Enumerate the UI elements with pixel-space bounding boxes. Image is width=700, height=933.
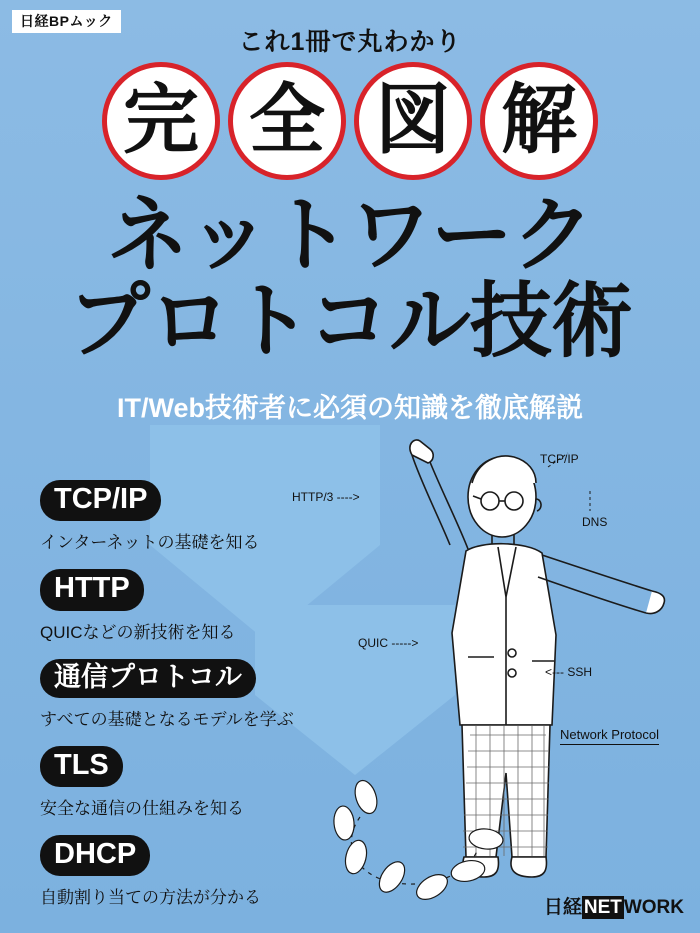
annotation-http3: HTTP/3 ----> xyxy=(292,490,360,504)
list-item xyxy=(40,835,330,908)
topic-badge-tls: TLS xyxy=(40,746,123,787)
topic-badge-tcpip: TCP/IP xyxy=(40,480,161,521)
list-item xyxy=(40,659,330,730)
page-title xyxy=(0,190,700,367)
topic-desc-tls: 安全な通信の仕組みを知る xyxy=(40,799,244,819)
topic-desc-http: QUICなどの新技術を知る xyxy=(40,622,236,642)
annotation-quic: QUIC -----> xyxy=(358,636,419,650)
cover-subtitle: IT/Web技術者に必須の知識を徹底解説 xyxy=(117,393,583,423)
publisher-tag: 日経BPムック xyxy=(12,10,121,33)
list-item xyxy=(40,480,330,553)
kanji-circle-1: 完 xyxy=(102,62,220,180)
kanji-circle-3: 図 xyxy=(354,62,472,180)
brand-logo xyxy=(544,892,684,919)
topic-badge-dhcp: DHCP xyxy=(40,835,150,876)
list-item xyxy=(40,569,330,642)
kanji-circle-2: 全 xyxy=(228,62,346,180)
kanji-circle-4: 解 xyxy=(480,62,598,180)
topic-desc-dhcp: 自動割り当ての方法が分かる xyxy=(40,888,261,908)
title-line-2: プロトコル技術 xyxy=(68,275,632,367)
annotation-tcpip: TCP/IP xyxy=(540,452,579,466)
annotation-dns: DNS xyxy=(582,515,608,529)
brand-mark: NET xyxy=(583,897,622,918)
topic-desc-protocol: すべての基礎となるモデルを学ぶ xyxy=(40,709,294,729)
brand-prefix: 日経 xyxy=(543,897,582,918)
cover-kicker: これ1冊で丸わかり xyxy=(238,28,462,56)
topic-desc-tcpip: インターネットの基礎を知る xyxy=(40,533,260,553)
annotation-network-protocol: Network Protocol xyxy=(560,727,659,745)
topic-list xyxy=(40,480,330,924)
kanji-circle-row xyxy=(0,62,700,180)
topic-badge-protocol: 通信プロトコル xyxy=(40,659,256,698)
annotation-ssh: <--- SSH xyxy=(545,665,593,679)
list-item xyxy=(40,746,330,819)
title-line-1: ネットワーク xyxy=(106,190,593,281)
brand-suffix: WORK xyxy=(623,897,684,918)
person-illustration xyxy=(300,425,700,933)
topic-badge-http: HTTP xyxy=(40,569,144,610)
